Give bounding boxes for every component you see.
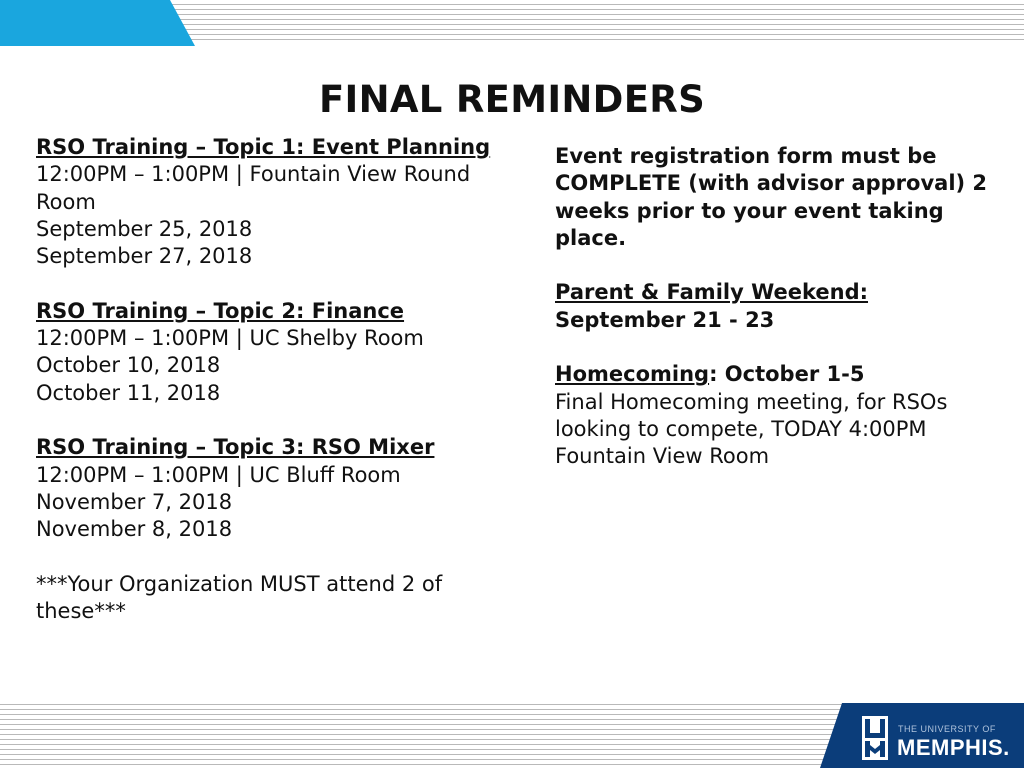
homecoming-label: Homecoming [555, 362, 710, 387]
university-logo-icon [862, 716, 888, 760]
topic2-heading: RSO Training – Topic 2: Finance [36, 298, 405, 323]
family-weekend-dates: September 21 - 23 [555, 307, 775, 332]
top-accent-shape [0, 0, 200, 46]
topic3-date-1: November 7, 2018 [36, 489, 233, 514]
logo-wordmark: MEMPHIS. [897, 735, 1010, 760]
family-weekend-label: Parent & Family Weekend: [555, 280, 869, 305]
topic3-heading: RSO Training – Topic 3: RSO Mixer [36, 435, 435, 460]
topic1-date-2: September 27, 2018 [36, 244, 253, 269]
homecoming-detail: Final Homecoming meeting, for RSOs looking to compete, TODAY 4:00PM Fountain View Room [555, 389, 948, 469]
topic3-section [36, 434, 496, 543]
training-schedule [36, 134, 496, 625]
topic1-date-1: September 25, 2018 [36, 216, 253, 241]
bottom-stripe-decoration [0, 700, 870, 768]
homecoming-section [555, 361, 995, 470]
topic1-heading: RSO Training – Topic 1: Event Planning [36, 135, 491, 159]
attendance-note: ***Your Organization MUST attend 2 of these*** [36, 571, 443, 624]
topic1-time-location: 12:00PM – 1:00PM | Fountain View Round Room [36, 162, 471, 214]
topic2-section [36, 298, 496, 407]
reminders-column [555, 143, 995, 471]
topic2-time-location: 12:00PM – 1:00PM | UC Shelby Room [36, 326, 424, 351]
topic3-time-location: 12:00PM – 1:00PM | UC Bluff Room [36, 462, 401, 487]
topic3-date-2: November 8, 2018 [36, 517, 233, 542]
family-weekend [555, 279, 995, 334]
topic1-section [36, 134, 496, 270]
homecoming-dates: : October 1-5 [709, 362, 865, 387]
topic2-date-1: October 10, 2018 [36, 353, 221, 378]
registration-note: Event registration form must be COMPLETE (with advisor approval) 2 weeks prior to your event taking place. [555, 144, 988, 250]
logo-small-text: THE UNIVERSITY OF [898, 724, 996, 734]
page-title: FINAL REMINDERS [318, 78, 706, 121]
top-stripe-decoration [150, 0, 1024, 44]
topic2-date-2: October 11, 2018 [36, 380, 221, 405]
